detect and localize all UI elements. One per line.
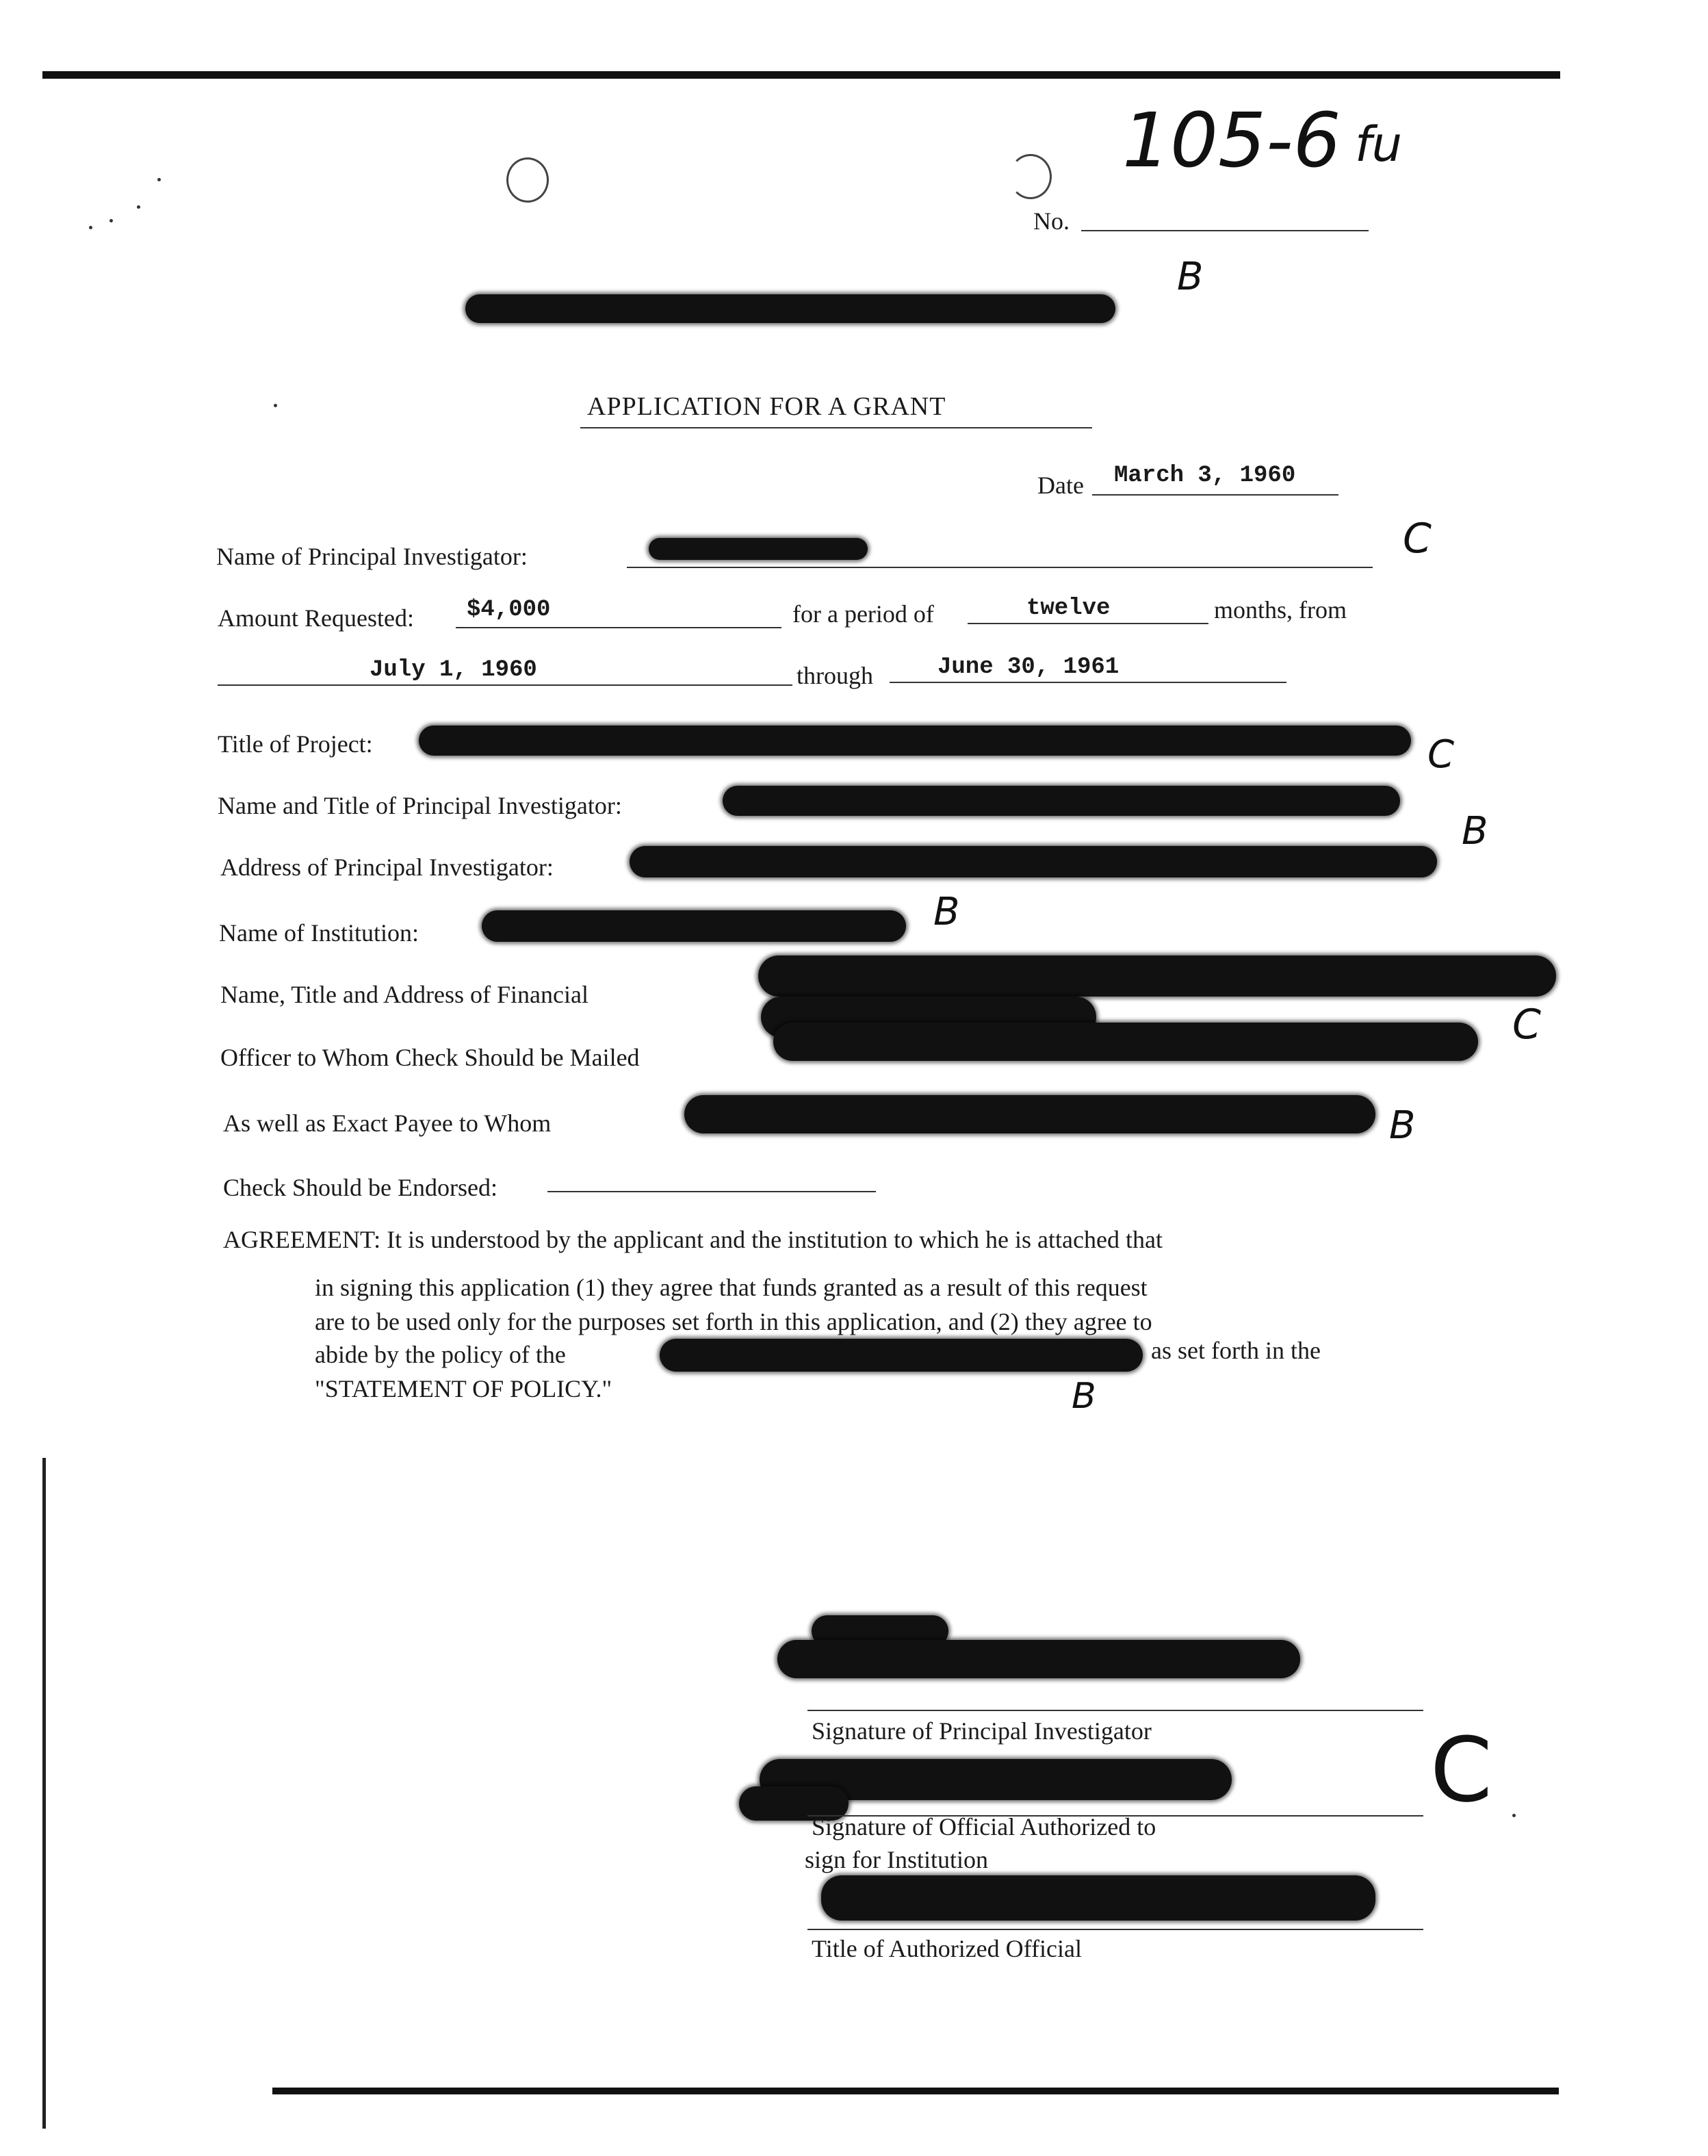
from-line [218, 684, 792, 686]
title-underline [580, 427, 1092, 428]
margin-mark-b: B [1389, 1103, 1416, 1148]
punch-hole [506, 157, 549, 203]
payee-label-2: Check Should be Endorsed: [223, 1174, 497, 1201]
scan-speck [137, 205, 140, 209]
scan-speck [157, 178, 161, 181]
scan-speck [109, 219, 113, 222]
margin-mark-c: C [1403, 515, 1432, 563]
agreement-line-2: in signing this application (1) they agree that funds granted as a result of this request [315, 1274, 1148, 1301]
margin-mark-b: B [1177, 255, 1204, 299]
official-title-label: Title of Authorized Official [812, 1935, 1082, 1962]
margin-mark-b: B [933, 890, 960, 934]
financial-officer-label-2: Officer to Whom Check Should be Mailed [220, 1044, 640, 1071]
through-label: through [797, 662, 873, 689]
pi-name-label: Name of Principal Investigator: [216, 543, 528, 570]
redacted-organization-in-agreement [660, 1339, 1143, 1372]
margin-mark-c: C [1430, 1718, 1492, 1822]
period-value: twelve [1026, 595, 1111, 621]
period-line [968, 623, 1208, 624]
agreement-line-3: are to be used only for the purposes set forth in this application, and (2) they agree to [315, 1308, 1152, 1335]
period-label: for a period of [792, 600, 934, 628]
margin-mark-c: C [1512, 1001, 1541, 1049]
through-line [890, 682, 1286, 683]
amount-label: Amount Requested: [218, 604, 414, 632]
redacted-financial-officer-line3 [773, 1023, 1478, 1061]
scan-speck [1512, 1814, 1516, 1817]
redacted-signature-pi [777, 1640, 1300, 1678]
financial-officer-label: Name, Title and Address of Financial [220, 981, 588, 1008]
official-title-line [807, 1929, 1423, 1930]
handwritten-scribble: fu [1355, 116, 1403, 172]
redacted-official-title [821, 1875, 1375, 1921]
margin-mark-b: B [1072, 1376, 1096, 1417]
agreement-line-4-start: abide by the policy of the [315, 1341, 566, 1368]
project-title-label: Title of Project: [218, 730, 373, 758]
date-label: Date [1037, 472, 1084, 499]
margin-mark-c: C [1427, 732, 1455, 777]
agreement-line-5: "STATEMENT OF POLICY." [315, 1375, 612, 1402]
scan-speck [274, 404, 277, 407]
redacted-financial-officer-line1 [758, 955, 1556, 997]
redacted-organization [465, 294, 1115, 323]
signature-pi-label: Signature of Principal Investigator [812, 1717, 1152, 1745]
through-value: June 30, 1961 [937, 654, 1120, 680]
redacted-institution [482, 910, 906, 942]
agreement-line-1: AGREEMENT: It is understood by the applicant and the institution to which he is attached that [223, 1226, 1163, 1253]
institution-label: Name of Institution: [219, 919, 419, 947]
signature-official-label-2: sign for Institution [805, 1846, 988, 1873]
agreement-line-4-end: as set forth in the [1151, 1337, 1321, 1364]
redacted-payee [684, 1095, 1375, 1133]
bottom-rule [272, 2088, 1559, 2094]
left-margin-rule [42, 1458, 46, 2129]
pi-address-label: Address of Principal Investigator: [220, 854, 554, 881]
signature-official-label: Signature of Official Authorized to [812, 1813, 1156, 1840]
amount-value: $4,000 [467, 597, 551, 623]
payee-label: As well as Exact Payee to Whom [223, 1109, 552, 1137]
number-line [1081, 230, 1369, 231]
endorse-line [547, 1191, 876, 1192]
from-value: July 1, 1960 [370, 657, 537, 683]
signature-pi-line [807, 1710, 1423, 1711]
date-line [1092, 494, 1338, 496]
months-label: months, from [1214, 596, 1347, 624]
punch-hole [1009, 154, 1052, 199]
pi-name-line [627, 567, 1373, 568]
redacted-pi-name-title [723, 786, 1400, 816]
number-label: No. [1033, 207, 1070, 235]
handwritten-file-number: 105-6 [1122, 97, 1341, 184]
date-value: March 3, 1960 [1114, 463, 1296, 489]
amount-line [456, 627, 781, 628]
redacted-pi-address [630, 846, 1437, 877]
margin-mark-b: B [1462, 809, 1488, 854]
pi-name-title-label: Name and Title of Principal Investigator: [218, 792, 622, 819]
redacted-pi-name [649, 538, 868, 560]
scan-speck [89, 226, 92, 229]
page-title: APPLICATION FOR A GRANT [587, 392, 946, 421]
top-rule [42, 71, 1560, 79]
redacted-project-title [419, 726, 1411, 756]
